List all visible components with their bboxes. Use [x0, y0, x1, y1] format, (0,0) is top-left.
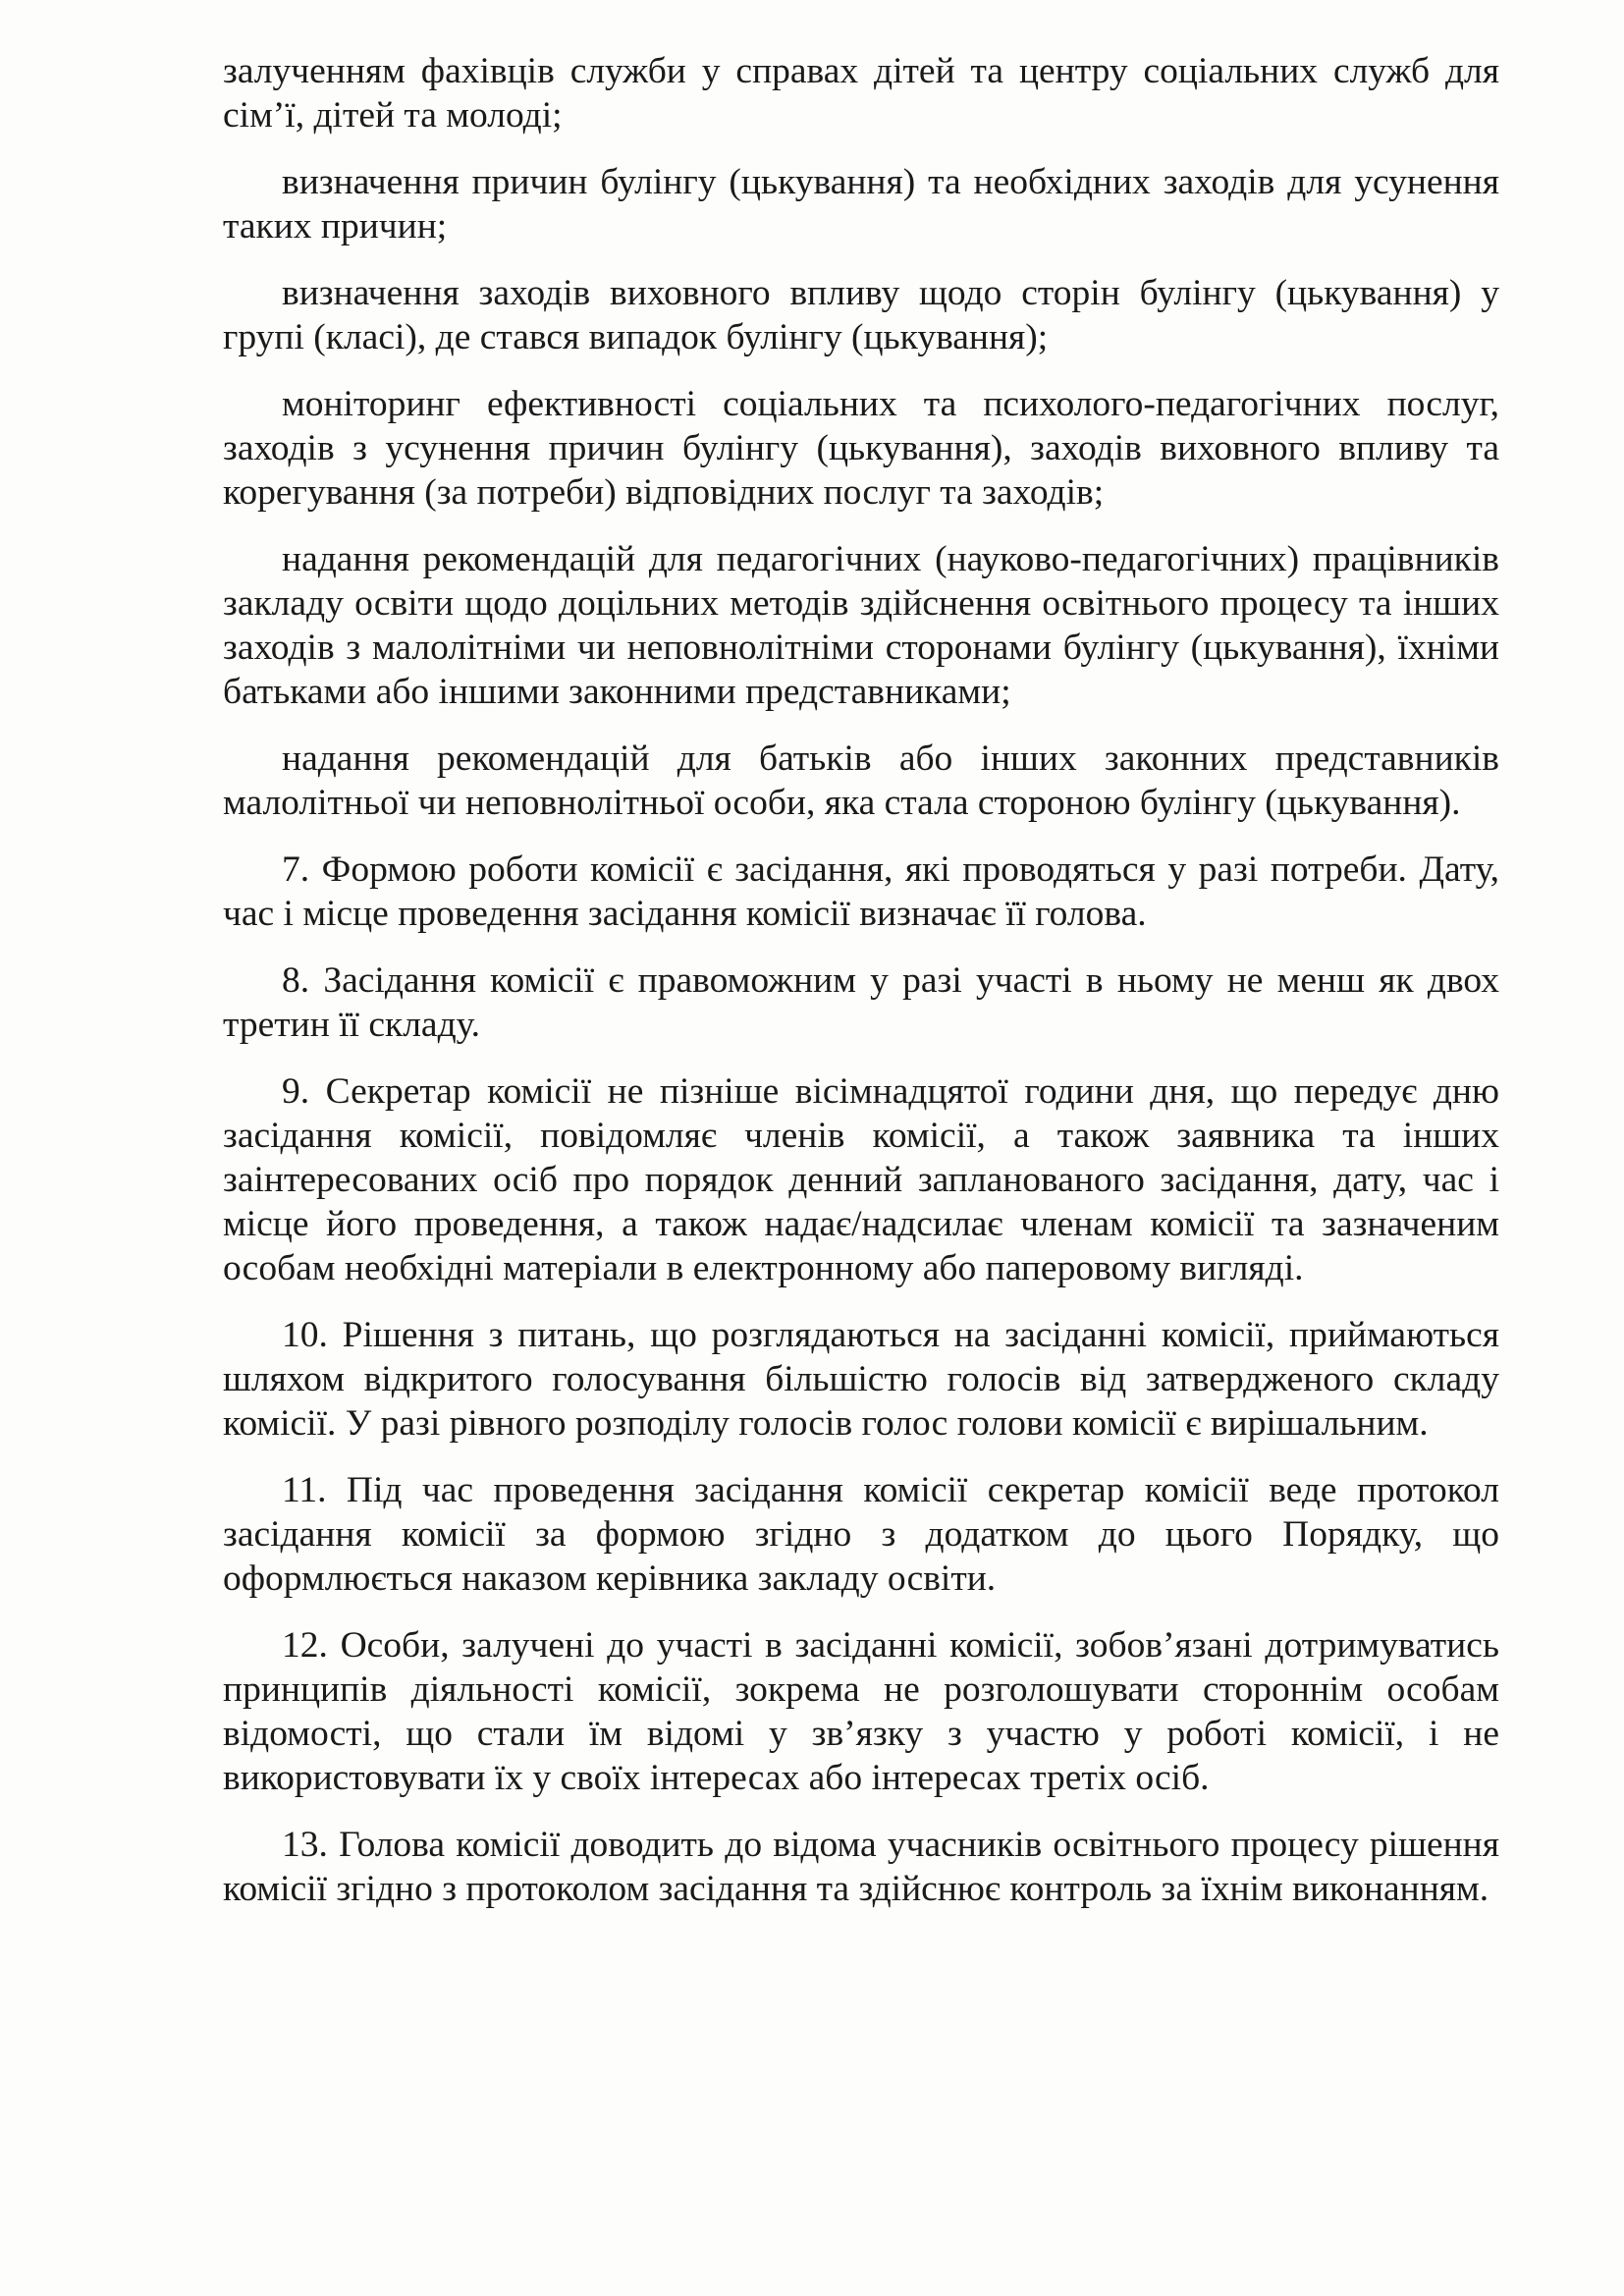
paragraph-11: 11. Під час проведення засідання комісії секретар комісії веде протокол засідання комісії за формою згідно з додатком до цього Порядку, що оформлюється наказом керівника закладу освіти. — [223, 1470, 1499, 1599]
paragraph-4: надання рекомендацій для педагогічних (науково-педагогічних) працівників закладу освіти щодо доцільних методів здійснення освітнього процесу та інших заходів з малолітніми чи неповнолітніми сторонами булінгу (цькування), їхніми батьками або іншими законними представниками; — [223, 539, 1499, 712]
paragraph-7: 7. Формою роботи комісії є засідання, які проводяться у разі потреби. Дату, час і місце проведення засідання комісії визначає її голова. — [223, 849, 1499, 934]
paragraph-9: 9. Секретар комісії не пізніше вісімнадцятої години дня, що передує дню засідання комісії, повідомляє членів комісії, а також заявника та інших заінтересованих осіб про порядок денний запланованого засідання, дату, час і місце його проведення, а також надає/надсилає членам комісії та зазначеним особам необхідні матеріали в електронному або паперовому вигляді. — [223, 1071, 1499, 1288]
paragraph-1: визначення причин булінгу (цькування) та необхідних заходів для усунення таких причин; — [223, 162, 1499, 246]
document-body — [223, 49, 1499, 1934]
paragraph-10: 10. Рішення з питань, що розглядаються на засіданні комісії, приймаються шляхом відкритого голосування більшістю голосів від затвердженого складу комісії. У разі рівного розподілу голосів голос голови комісії є вирішальним. — [223, 1315, 1499, 1444]
paragraph-12: 12. Особи, залучені до участі в засіданні комісії, зобов’язані дотримуватись принципів діяльності комісії, зокрема не розголошувати стороннім особам відомості, що стали їм відомі у зв’язку з участю у роботі комісії, і не використовувати їх у своїх інтересах або інтересах третіх осіб. — [223, 1625, 1499, 1798]
paragraph-3: моніторинг ефективності соціальних та психолого-педагогічних послуг, заходів з усунення причин булінгу (цькування), заходів виховного впливу та корегування (за потреби) відповідних послуг та заходів; — [223, 384, 1499, 513]
paragraph-5: надання рекомендацій для батьків або інших законних представників малолітньої чи неповнолітньої особи, яка стала стороною булінгу (цькування). — [223, 738, 1499, 823]
paragraph-2: визначення заходів виховного впливу щодо сторін булінгу (цькування) у групі (класі), де стався випадок булінгу (цькування); — [223, 273, 1499, 357]
paragraph-13: 13. Голова комісії доводить до відома учасників освітнього процесу рішення комісії згідно з протоколом засідання та здійснює контроль за їхнім виконанням. — [223, 1825, 1499, 1909]
paragraph-0: залученням фахівців служби у справах дітей та центру соціальних служб для сім’ї, дітей та молоді; — [223, 51, 1499, 136]
paragraph-8: 8. Засідання комісії є правоможним у разі участі в ньому не менш як двох третин її складу. — [223, 960, 1499, 1045]
